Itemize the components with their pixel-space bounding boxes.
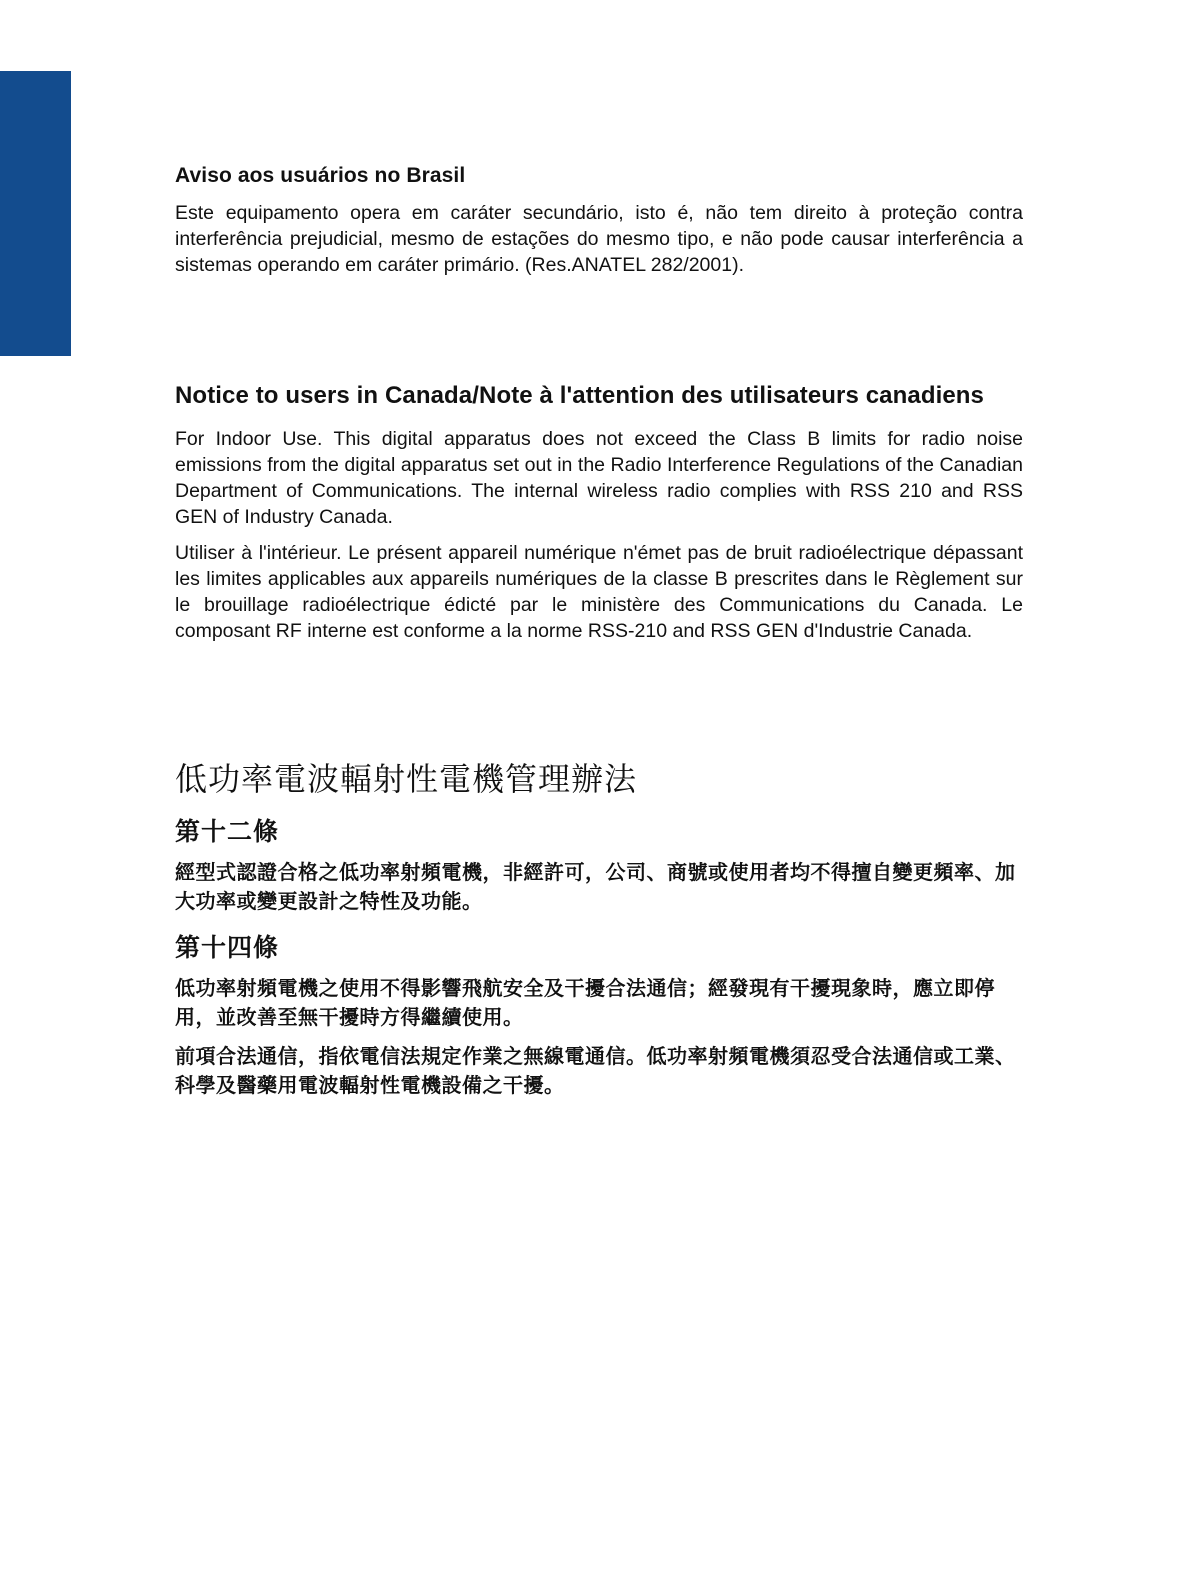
article-14-body-2: 前項合法通信，指依電信法規定作業之無線電通信。低功率射頻電機須忍受合法通信或工業、科學及醫藥用電波輻射性電機設備之干擾。 <box>175 1044 1016 1097</box>
taiwan-notice-title: 低功率電波輻射性電機管理辦法 <box>175 760 638 798</box>
canada-notice-body-fr: Utiliser à l'intérieur. Le présent appareil numérique n'émet pas de bruit radioélectrique dépassant les limites applicables aux appareils numériques de la classe B prescrites dans le Règlement sur le brouillage radioélectrique édicté par le ministère des Communications du Canada. Le composant RF interne est conforme a la norme RSS-210 and RSS GEN d'Industrie Canada. <box>175 542 1023 642</box>
canada-notice-title: Notice to users in Canada/Note à l'attention des utilisateurs canadiens <box>175 382 985 409</box>
article-12-body: 經型式認證合格之低功率射頻電機，非經許可，公司、商號或使用者均不得擅自變更頻率、加大功率或變更設計之特性及功能。 <box>175 860 1016 913</box>
article-14-title: 第十四條 <box>175 933 280 962</box>
brazil-notice-title: Aviso aos usuários no Brasil <box>175 164 466 187</box>
article-12-title: 第十二條 <box>175 817 280 846</box>
canada-notice-body-en: For Indoor Use. This digital apparatus does not exceed the Class B limits for radio noise emissions from the digital apparatus set out in the Radio Interference Regulations of the Canadian Department of Communications. The internal wireless radio complies with RSS 210 and RSS GEN of Industry Canada. <box>175 428 1023 528</box>
brazil-notice-body: Este equipamento opera em caráter secundário, isto é, não tem direito à proteção contra interferência prejudicial, mesmo de estações do mesmo tipo, e não pode causar interferência a sistemas operando em caráter primário. (Res.ANATEL 282/2001). <box>175 202 1023 276</box>
chapter-side-tab <box>0 71 71 356</box>
article-14-body-1: 低功率射頻電機之使用不得影響飛航安全及干擾合法通信；經發現有干擾現象時，應立即停用，並改善至無干擾時方得繼續使用。 <box>175 976 995 1029</box>
canada-notice-section <box>175 382 1023 644</box>
brazil-notice-section <box>175 164 1023 278</box>
taiwan-notice-section <box>175 754 1023 1100</box>
